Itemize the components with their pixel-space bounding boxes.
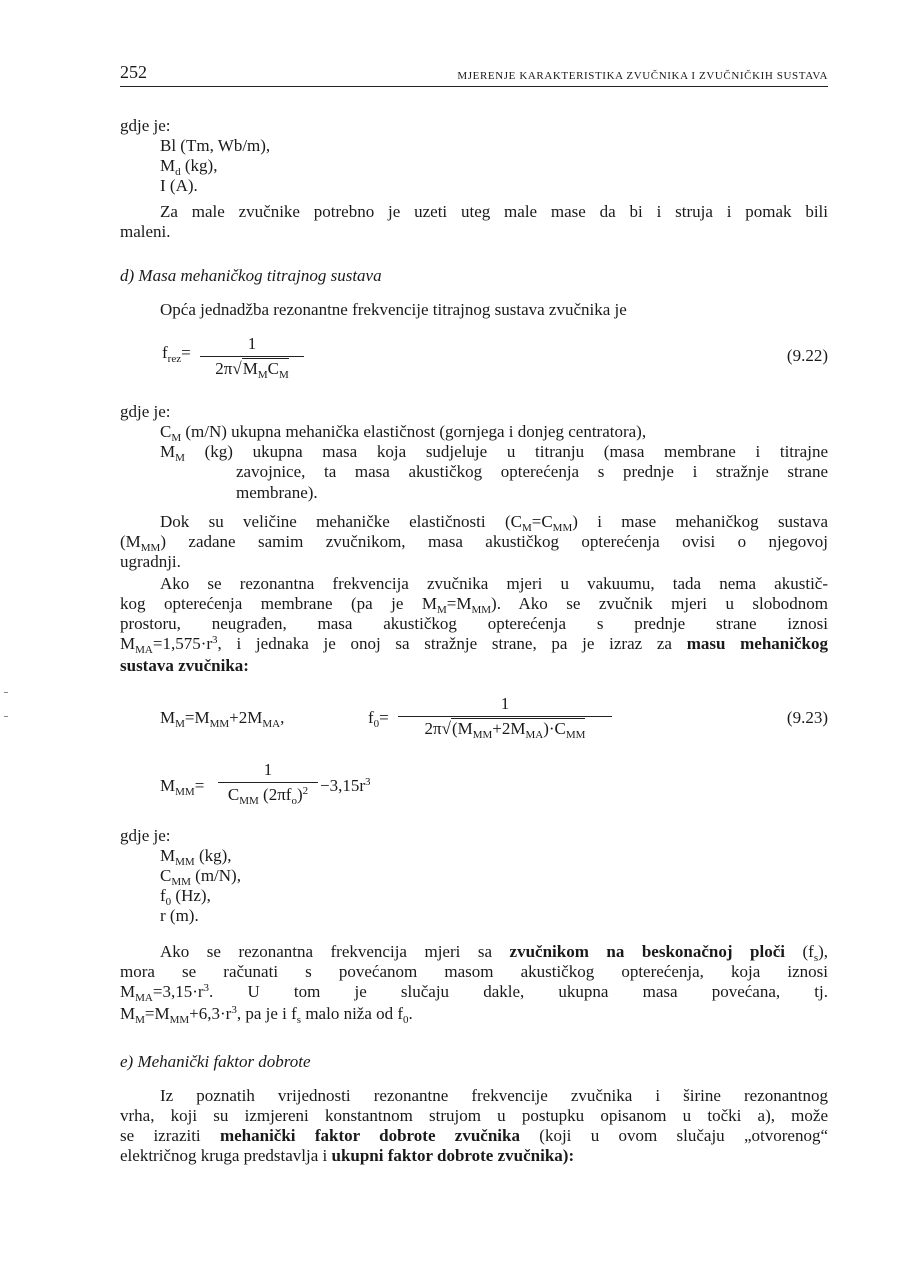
para2-line-3: prostoru, neugrađen, masa akustičkog opterećenja s prednje strane iznosi	[120, 614, 828, 633]
para1-line-1: Dok su veličine mehaničke elastičnosti $(C_M=C_{MM})$ i mase mehaničkog sustava	[160, 512, 828, 534]
para2-line-4: $M_{MA}=1,575\cdot r^3$, i jednaka je onoj sa stražnje strane, pa je izraz za masu mehaničkog	[120, 634, 828, 656]
eq-number-9-22: (9.22)	[786, 346, 828, 365]
para3-line-1: Ako se rezonantna frekvencija mjeri sa zvučnikom na beskonačnoj ploči $(f_s)$,	[160, 942, 829, 964]
para3-line-3: $M_{MA}=3,15\cdot r^3$. U tom je slučaju dakle, ukupna masa povećana, tj.	[120, 982, 828, 1004]
gdje-je-label: gdje je:	[120, 116, 171, 135]
eq923-mmm-tail: $-3,15r^3$	[320, 776, 371, 795]
def-mm-line-2: zavojnice, ta masa akustičkog opterećenja s prednje i stražnje strane	[236, 462, 828, 481]
section-e-line-3: se izraziti mehanički faktor dobrote zvučnika (koji u ovom slučaju „otvorenog“	[120, 1126, 829, 1145]
def-mm-line-3: membrane).	[236, 483, 318, 502]
unit-cmm: $C_{MM}$ (m/N),	[160, 866, 241, 888]
section-d-heading: d) Masa mehaničkog titrajnog sustava	[120, 266, 382, 285]
def-cm: $C_M$ (m/N) ukupna mehanička elastičnost (gornjega i donjeg centratora),	[160, 422, 647, 444]
eq923-mmm-fraction: 1 $C_{MM}$ $(2\pi f_o)^2$	[218, 760, 318, 805]
unit-md: $M_d$ (kg),	[160, 156, 218, 178]
eq922-lhs: $f_{rez}=$	[162, 343, 191, 365]
unit-f0: $f_0$ (Hz),	[160, 886, 211, 908]
note-line-2: maleni.	[120, 222, 171, 241]
header-rule	[120, 86, 828, 87]
note-line-1: Za male zvučnike potrebno je uzeti uteg male mase da bi i struja i pomak bili	[160, 202, 828, 221]
def-mm-line-1: $M_M$ (kg) ukupna masa koja sudjeluje u titranju (masa membrane i titrajne	[160, 442, 828, 464]
para3-line-2: mora se računati s povećanom masom akustičkog opterećenja, koja iznosi	[120, 962, 828, 981]
para2-line-5: sustava zvučnika:	[120, 656, 249, 675]
para1-line-3: ugradnji.	[120, 552, 181, 571]
eq923-mmm-lhs: $M_{MM}=$	[160, 776, 205, 798]
section-d-intro: Opća jednadžba rezonantne frekvencije titrajnog sustava zvučnika je	[160, 300, 627, 319]
para2-line-1: Ako se rezonantna frekvencija zvučnika mjeri u vakuumu, tada nema akustič-	[160, 574, 828, 593]
section-e-line-2: vrha, koji su izmjereni konstantnom strujom u postupku opisanom u točki a), može	[120, 1106, 828, 1125]
unit-r: r (m).	[160, 906, 199, 925]
gdje-je-label-2: gdje je:	[120, 402, 171, 421]
unit-i: I (A).	[160, 176, 198, 195]
unit-bl: Bl (Tm, Wb/m),	[160, 136, 271, 155]
para2-line-2: kog opterećenja membrane (pa je $M_M=M_{MM}$). Ako se zvučnik mjeri u slobodnom	[120, 594, 828, 616]
page-number: 252	[120, 62, 147, 82]
gdje-je-label-3: gdje je:	[120, 826, 171, 845]
section-e-heading: e) Mehanički faktor dobrote	[120, 1052, 311, 1071]
eq923-f0: $f_0=$	[368, 708, 389, 730]
margin-mark	[4, 692, 8, 693]
para1-line-2: $(M_{MM})$ zadane samim zvučnikom, masa akustičkog opterećenja ovisi o njegovoj	[120, 532, 828, 554]
eq922-fraction: 1 $2\pi√M_MC_M$	[200, 334, 304, 379]
para3-line-4: $M_M=M_{MM}+6,3\cdot r^3$, pa je i $f_s$ malo niža od $f_0$.	[120, 1004, 413, 1026]
eq-number-9-23: (9.23)	[786, 708, 828, 727]
running-title: MJERENJE KARAKTERISTIKA ZVUČNIKA I ZVUČNIČKIH SUSTAVA	[457, 70, 828, 82]
eq923-fraction: 1 $2\pi√(M_{MM}+2M_{MA})\cdot C_{MM}$	[398, 694, 612, 739]
eq923-part1: $M_M=M_{MM}+2M_{MA}$,	[160, 708, 285, 730]
section-e-line-4: električnog kruga predstavlja i ukupni faktor dobrote zvučnika):	[120, 1146, 575, 1165]
unit-mmm: $M_{MM}$ (kg),	[160, 846, 232, 868]
section-e-line-1: Iz poznatih vrijednosti rezonantne frekvencije zvučnika i širine rezonantnog	[160, 1086, 828, 1105]
margin-mark	[4, 716, 8, 717]
